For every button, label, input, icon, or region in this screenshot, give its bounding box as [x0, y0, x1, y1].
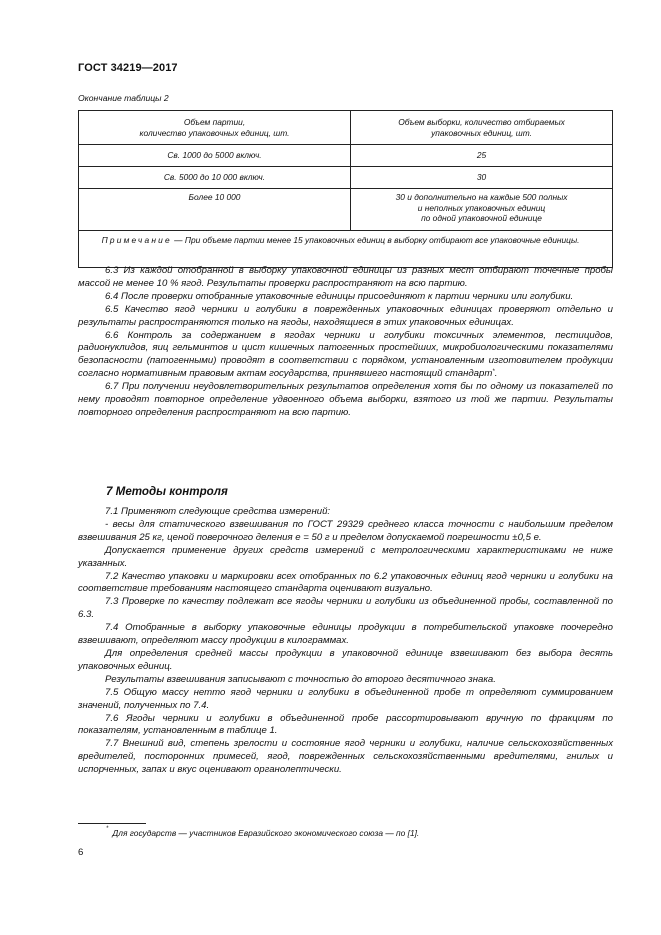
table-cell-lot: Более 10 000 — [79, 189, 351, 231]
note-text: — При объеме партии менее 15 упаковочных единиц в выборку отбирают все упаковочные единицы. — [171, 235, 580, 245]
table-cell-sample: 30 — [351, 167, 613, 189]
paragraph-7-1: 7.1 Применяют следующие средства измерений: — [105, 506, 331, 517]
col-header-lot — [79, 111, 351, 145]
table-cell-lot: Св. 5000 до 10 000 включ. — [79, 167, 351, 189]
col-header-sample-line1: Объем выборки, количество отбираемых — [398, 117, 565, 127]
paragraph-7-2: 7.2 Качество упаковки и маркировки всех отобранных по 6.2 упаковочных единиц ягод черники и голубики на соответствие требованиям настоящего стандарта оценивают визуально. — [78, 570, 613, 595]
table-row — [79, 189, 613, 231]
document-header: ГОСТ 34219—2017 — [78, 62, 178, 74]
paragraph-7-1-add: Допускается применение других средств измерений с метрологическими характеристиками не ниже указанных. — [78, 544, 613, 569]
paragraph-7-7: 7.7 Внешний вид, степень зрелости и состояние ягод черники и голубики, наличие сельскохозяйственных вредителей, посторонних примесей, ягод, поврежденных сельскохозяйственными вредителями, гнилых и испорченных, запах и вкус оценивают органолептически. — [78, 738, 613, 776]
table-note-row — [79, 231, 613, 268]
paragraph-6-6 — [78, 330, 613, 382]
paragraph-7-5: 7.5 Общую массу нетто ягод черники и голубики в объединенной пробе m определяют суммированием значений, полученных по 7.4. — [78, 686, 613, 711]
col-header-sample — [351, 111, 613, 145]
paragraph-7-4-c: Результаты взвешивания записывают с точностью до второго десятичного знака. — [105, 673, 496, 685]
paragraph-6-5: 6.5 Качество ягод черники и голубики в поврежденных упаковочных единицах проверяют отдельно и результаты распространяются только на ягоды, находящиеся в этих упаковочных единицах. — [78, 303, 613, 328]
table-cell-sample: 25 — [351, 145, 613, 167]
section-title: 7 Методы контроля — [106, 485, 228, 498]
col-header-lot-line1: Объем партии, — [183, 117, 246, 127]
table-header-row — [79, 111, 613, 145]
paragraph-6-6-text: 6.6 Контроль за содержанием в ягодах черники и голубики токсичных элементов, пестицидов, радионуклидов, яиц гельминтов и цист кишечных патогенных простейших, микробиологическими показателями безопасности (патогенными) проводят в соответствии с порядком, установленным изготовителем продукции согласно нормативным правовым актам государства, принявшего настоящий стандарт — [78, 329, 613, 380]
table-row — [79, 145, 613, 167]
paragraph-7-6: 7.6 Ягоды черники и голубики в объединенной пробе рассортировывают вручную по фракциям по показателям, установленным в таблице 1. — [78, 712, 613, 737]
footnote-divider — [78, 823, 146, 824]
sample-line2: и неполных упаковочных единиц — [417, 202, 546, 213]
table-cell-sample — [351, 189, 613, 231]
paragraph-6-4: 6.4 После проверки отобранные упаковочные единицы присоединяют к партии черники или голубики. — [105, 290, 574, 302]
paragraph-7-4: 7.4 Отобранные в выборку упаковочные единицы продукции в потребительской упаковке поочередно взвешивают, определяют массу продукции в килограммах. — [78, 622, 613, 647]
table-note — [79, 231, 613, 268]
sample-line3: по одной упаковочной единице — [421, 213, 542, 223]
paragraph-6-7: 6.7 При получении неудовлетворительных результатов определения хотя бы по одному из показателей по нему проводят повторное определение удвоенного объема выборки, взятого из той же партии. Результаты повторного определения распространяют на всю партию. — [78, 381, 613, 418]
paragraph-7-1-item: - весы для статического взвешивания по ГОСТ 29329 среднего класса точности с наибольшим пределом взвешивания 25 кг, ценой поверочного деления e = 50 г и пределом допускаемой погрешности ±0,5 e. — [78, 518, 613, 543]
section6-text — [78, 265, 613, 420]
footnote-mark: * — [106, 826, 109, 832]
col-header-lot-line2: количество упаковочных единиц, шт. — [139, 127, 290, 138]
sample-line1: 30 и дополнительно на каждые 500 полных — [395, 192, 568, 202]
paragraph-6-3: 6.3 Из каждой отобранной в выборку упаковочной единицы из разных мест отбирают точечные пробы массой не менее 10 % ягод. Результаты проверки распространяют на всю партию. — [78, 265, 613, 289]
paragraph-7-3: 7.3 Проверке по качеству подлежат все ягоды черники и голубики из объединенной пробы, составленной по 6.3. — [78, 596, 613, 621]
footnote-text: Для государств — участников Евразийского экономического союза — по [1]. — [112, 828, 420, 838]
section7-text — [78, 506, 613, 777]
table-row — [79, 167, 613, 189]
col-header-sample-line2: упаковочных единиц, шт. — [431, 127, 532, 138]
page-number: 6 — [78, 847, 84, 858]
footnote-ref[interactable]: * — [492, 369, 495, 376]
sample-size-table — [78, 110, 613, 268]
footnote — [106, 828, 419, 838]
table-cell-lot: Св. 1000 до 5000 включ. — [79, 145, 351, 167]
paragraph-7-4-b: Для определения средней массы продукции в упаковочной единице взвешивают без выбора десять упаковочных единиц. — [78, 647, 613, 672]
note-prefix: Примечание — [101, 235, 172, 245]
paragraph-6-6-end: . — [494, 368, 498, 380]
table-caption: Окончание таблицы 2 — [78, 93, 169, 103]
